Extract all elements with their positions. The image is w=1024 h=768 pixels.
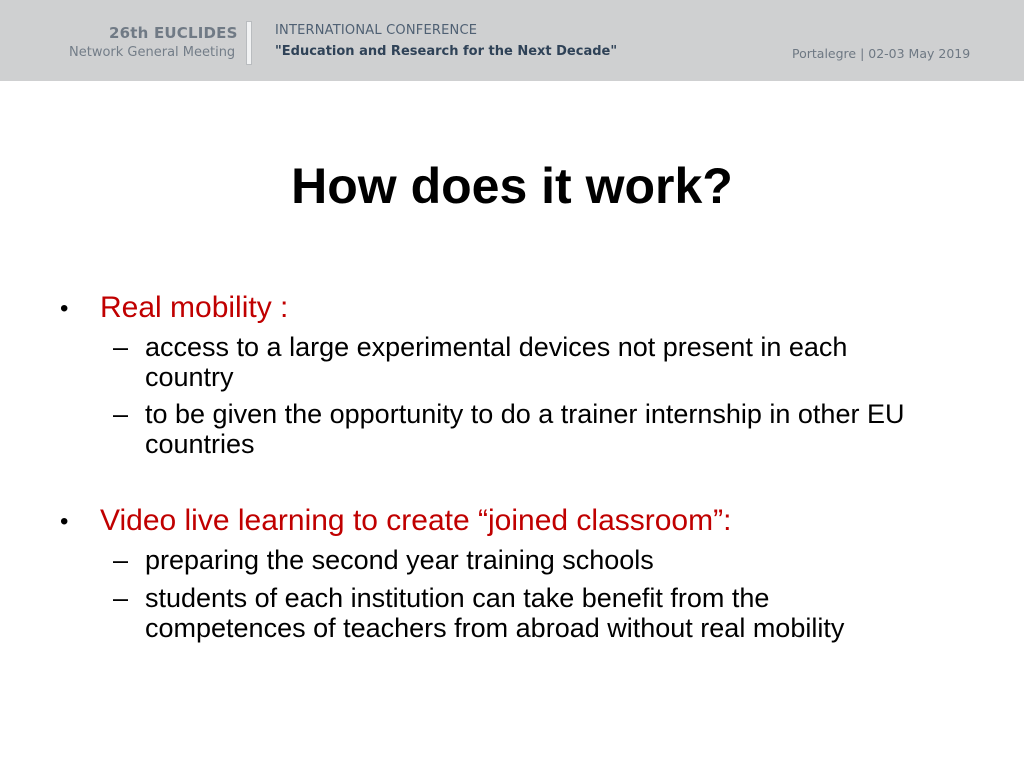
sub-bullet-text: preparing the second year training schools: [145, 545, 654, 575]
conference-theme: "Education and Research for the Next Decade": [275, 44, 618, 59]
bullet-real-mobility: Real mobility :: [100, 291, 289, 324]
sub-bullet-marker: –: [113, 583, 129, 613]
sub-bullet-marker: –: [113, 545, 129, 575]
bullet-marker: •: [60, 508, 69, 535]
sub-bullet-text: to be given the opportunity to do a trainer internship in other EU countries: [145, 399, 905, 459]
sub-bullet-text: students of each institution can take benefit from the competences of teachers from abroad without real mobility: [145, 583, 845, 643]
event-name: 26th EUCLIDES: [109, 24, 238, 42]
conference-label: INTERNATIONAL CONFERENCE: [275, 23, 478, 38]
sub-bullet-text: access to a large experimental devices not present in each country: [145, 332, 848, 392]
bullet-marker: •: [60, 295, 69, 322]
sub-bullet-marker: –: [113, 399, 129, 429]
place-date: Portalegre | 02-03 May 2019: [792, 46, 971, 61]
sub-bullet-marker: –: [113, 332, 129, 362]
bullet-video-live-learning: Video live learning to create “joined classroom”:: [100, 504, 732, 537]
slide-title: How does it work?: [291, 158, 733, 214]
meeting-name: Network General Meeting: [69, 45, 236, 60]
